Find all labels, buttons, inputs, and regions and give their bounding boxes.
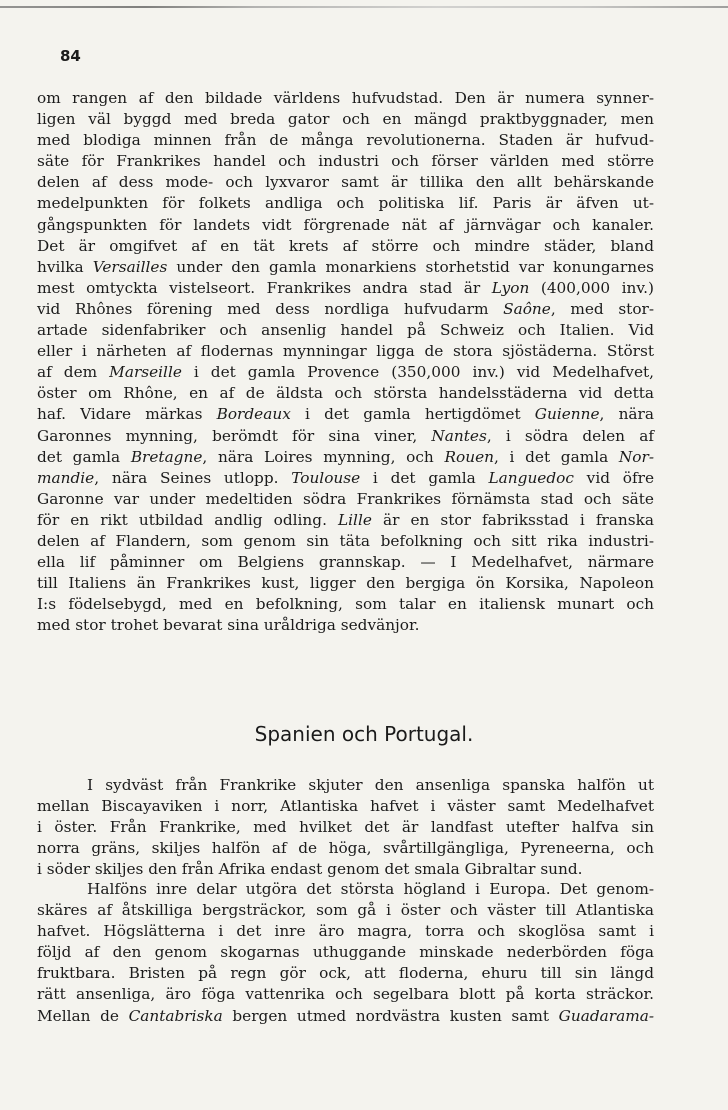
text-line: fruktbara. Bristen på regn gör ock, att floderna, ehuru till sin längd [37, 964, 654, 983]
italic-place-name: Lyon [491, 278, 530, 297]
italic-place-name: Saône [503, 299, 551, 318]
italic-place-name: Toulouse [291, 468, 361, 487]
text-line: artade sidenfabriker och ansenlig handel på Schweiz och Italien. Vid [37, 321, 654, 340]
text-line: I:s födelsebygd, med en befolkning, som talar en italiensk munart och [37, 595, 654, 614]
text-line: följd af den genom skogarnas uthuggande minskade nederbörden föga [37, 943, 654, 962]
scan-edge-line [0, 6, 728, 8]
text-line: Garonne var under medeltiden södra Frankrikes förnämsta stad och säte [37, 489, 654, 508]
text-line: haf. Vidare märkas Bordeaux i det gamla hertigdömet Guienne, nära [37, 405, 654, 424]
text-line: norra gräns, skiljes halfön af de höga, svårtillgängliga, Pyreneerna, och [37, 839, 654, 858]
section-heading: Spanien och Portugal. [254, 722, 474, 746]
text-line: mandie, nära Seines utlopp. Toulouse i det gamla Languedoc vid öfre [37, 468, 654, 487]
italic-place-name: Guienne [534, 405, 600, 424]
text-line: säte för Frankrikes handel och industri och förser världen med större [37, 152, 654, 171]
text-line: öster om Rhône, en af de äldsta och största handelsstäderna vid detta [37, 384, 654, 403]
text-line: rätt ansenliga, äro föga vattenrika och segelbara blott på korta sträckor. [37, 985, 654, 1004]
text-line: skäres af åtskilliga bergsträckor, som gå i öster och väster till Atlantiska [37, 901, 654, 920]
text-line: Halföns inre delar utgöra det största högland i Europa. Det genom- [87, 880, 654, 898]
text-line: medelpunkten för folkets andliga och politiska lif. Paris är äfven ut- [37, 194, 654, 213]
text-line: mest omtyckta vistelseort. Frankrikes andra stad är Lyon (400,000 inv.) [37, 278, 654, 297]
italic-place-name: Versailles [92, 257, 168, 276]
text-line: delen af Flandern, som genom sin täta befolkning och sitt rika industri- [37, 531, 654, 550]
text-line: mellan Biscayaviken i norr, Atlantiska hafvet i väster samt Medelhafvet [37, 797, 654, 816]
paragraph-iberia-interior [37, 879, 654, 1027]
text-line: om rangen af den bildade världens hufvudstad. Den är numera synner- [37, 89, 654, 107]
italic-place-name: Marseille [109, 363, 182, 382]
text-line: gångspunkten för landets vidt förgrenade nät af järnvägar och kanaler. [37, 215, 654, 234]
italic-place-name: Bordeaux [216, 405, 291, 424]
text-line: I sydväst från Frankrike skjuter den ansenliga spanska halfön ut [87, 776, 654, 794]
text-line: af dem Marseille i det gamla Provence (350,000 inv.) vid Medelhafvet, [37, 363, 655, 382]
italic-place-name: mandie [37, 468, 95, 487]
text-line: i öster. Från Frankrike, med hvilket det är landfast utefter halfva sin [37, 818, 654, 837]
text-line: Mellan de Cantabriska bergen utmed nordvästra kusten samt Guadarama- [37, 1006, 654, 1025]
text-line: med blodiga minnen från de många revolutionerna. Staden är hufvud- [37, 131, 654, 150]
text-line: ella lif påminner om Belgiens grannskap. — I Medelhafvet, närmare [37, 553, 654, 572]
text-line: i söder skiljes den från Afrika endast genom det smala Gibraltar sund. [37, 860, 583, 879]
page-number: 84 [60, 47, 81, 65]
text-line: ligen väl byggd med breda gator och en mängd praktbyggnader, men [37, 110, 654, 129]
italic-place-name: Rouen [444, 447, 494, 466]
text-line: hafvet. Högslätterna i det inre äro magra, torra och skoglösa samt i [37, 922, 654, 941]
italic-place-name: Languedoc [488, 468, 574, 487]
text-line: vid Rhônes förening med dess nordliga hufvudarm Saône, med stor- [37, 299, 655, 318]
text-line: eller i närheten af flodernas mynningar ligga de stora sjöstäderna. Störst [37, 342, 654, 361]
text-line: med stor trohet bevarat sina uråldriga sedvänjor. [37, 616, 420, 635]
italic-place-name: Nor- [618, 447, 654, 466]
paragraph-iberia-location [37, 775, 654, 880]
italic-place-name: Cantabriska [128, 1006, 223, 1025]
text-line: Det är omgifvet af en tät krets af större och mindre städer, bland [37, 236, 654, 255]
italic-place-name: Lille [338, 510, 372, 529]
italic-place-name: Nantes [431, 426, 487, 445]
italic-place-name: Guadarama- [558, 1006, 654, 1025]
text-line: delen af dess mode- och lyxvaror samt är tillika den allt behärskande [37, 173, 654, 192]
paragraph-paris [37, 88, 654, 636]
italic-place-name: Bretagne [130, 447, 203, 466]
text-line: Garonnes mynning, berömdt för sina viner, Nantes, i södra delen af [37, 426, 654, 445]
text-line: till Italiens än Frankrikes kust, ligger den bergiga ön Korsika, Napoleon [37, 574, 654, 593]
text-line: det gamla Bretagne, nära Loires mynning, och Rouen, i det gamla Nor- [37, 447, 654, 466]
text-line: hvilka Versailles under den gamla monarkiens storhetstid var konungarnes [37, 257, 654, 276]
text-line: för en rikt utbildad andlig odling. Lille är en stor fabriksstad i franska [37, 510, 655, 529]
